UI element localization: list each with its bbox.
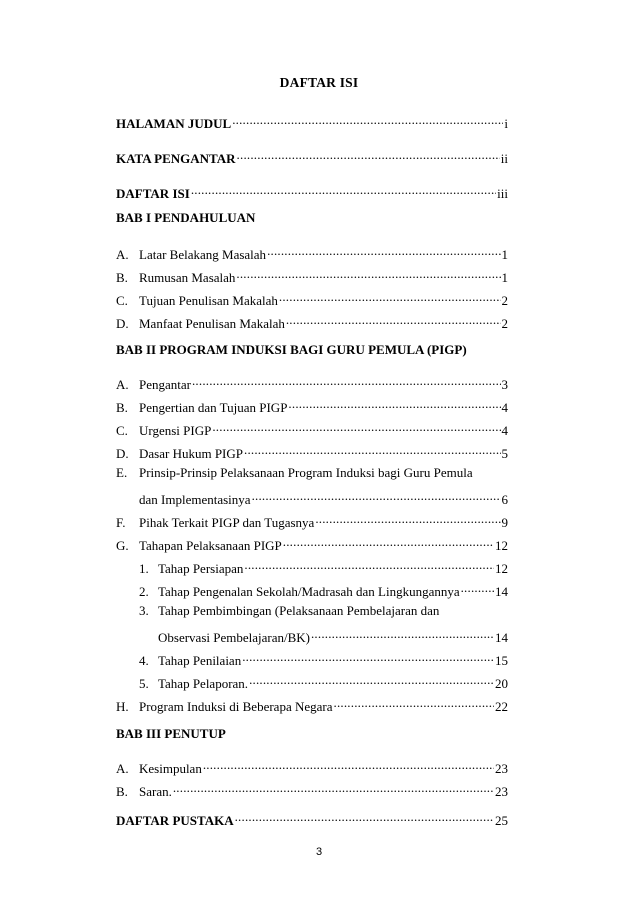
toc-page: 22	[495, 699, 508, 714]
toc-label: Tahap Pengenalan Sekolah/Madrasah dan Lingkungannya	[158, 584, 460, 599]
toc-label: Tahap Pelaporan.	[158, 676, 249, 691]
toc-label: DAFTAR ISI	[116, 186, 190, 201]
toc-label: Latar Belakang Masalah	[139, 247, 267, 262]
toc-number: A.	[116, 377, 129, 392]
toc-label: dan Implementasinya	[139, 492, 251, 507]
dot-leader	[283, 533, 494, 550]
dot-leader	[192, 372, 501, 389]
toc-number: H.	[116, 699, 129, 714]
toc-page: 20	[495, 676, 508, 691]
dot-leader	[236, 265, 500, 282]
dot-leader	[249, 671, 494, 688]
toc-label: Dasar Hukum PIGP	[139, 446, 243, 461]
toc-label: KATA PENGANTAR	[116, 151, 236, 166]
toc-label: DAFTAR PUSTAKA	[116, 813, 234, 828]
toc-number: D.	[116, 446, 129, 461]
toc-label: Rumusan Masalah	[139, 270, 236, 285]
dot-leader	[311, 625, 494, 642]
dot-leader	[252, 487, 501, 504]
toc-number: 3.	[139, 603, 149, 618]
toc-number: 4.	[139, 653, 149, 668]
toc-page: ii	[500, 151, 508, 166]
toc-page: 12	[495, 561, 508, 576]
toc-entry[interactable]	[116, 288, 508, 308]
toc-number: D.	[116, 316, 129, 331]
toc-entry[interactable]	[116, 395, 508, 415]
toc-label: Tahapan Pelaksanaan PIGP	[139, 538, 282, 553]
chapter-heading-bab3: BAB III PENUTUP	[116, 726, 226, 741]
toc-label: HALAMAN JUDUL	[116, 116, 232, 131]
toc-number: C.	[116, 423, 128, 438]
toc-page: 6	[501, 492, 508, 507]
dot-leader	[244, 441, 501, 458]
toc-label: Tujuan Penulisan Makalah	[139, 293, 278, 308]
toc-label: Manfaat Penulisan Makalah	[139, 316, 285, 331]
toc-entry-daftar-pustaka[interactable]	[116, 808, 508, 828]
toc-page: 4	[501, 400, 508, 415]
toc-subentry-multiline[interactable]	[139, 602, 439, 619]
toc-entry[interactable]	[116, 779, 508, 799]
toc-page: 23	[495, 784, 508, 799]
toc-entry[interactable]	[116, 242, 508, 262]
toc-page: 5	[501, 446, 508, 461]
dot-leader	[232, 111, 503, 128]
toc-entry[interactable]	[116, 418, 508, 438]
toc-subentry[interactable]	[139, 579, 508, 599]
toc-page: 25	[495, 813, 508, 828]
chapter-heading-bab2: BAB II PROGRAM INDUKSI BAGI GURU PEMULA (PIGP)	[116, 342, 467, 357]
toc-page: 12	[495, 538, 508, 553]
toc-entry[interactable]	[116, 311, 508, 331]
dot-leader	[315, 510, 500, 527]
toc-subentry-continuation[interactable]	[158, 625, 508, 645]
toc-label: Urgensi PIGP	[139, 423, 212, 438]
toc-entry-kata-pengantar[interactable]	[116, 146, 508, 166]
toc-page: 1	[501, 247, 508, 262]
toc-label: Kesimpulan	[139, 761, 202, 776]
toc-label: Pihak Terkait PIGP dan Tugasnya	[139, 515, 315, 530]
toc-number: B.	[116, 270, 128, 285]
toc-page: i	[504, 116, 508, 131]
dot-leader	[267, 242, 500, 259]
toc-entry[interactable]	[116, 756, 508, 776]
page-title: DAFTAR ISI	[279, 75, 359, 90]
toc-page: 2	[501, 293, 508, 308]
toc-label: Tahap Persiapan	[158, 561, 244, 576]
toc-entry[interactable]	[116, 694, 508, 714]
dot-leader	[334, 694, 495, 711]
toc-entry[interactable]	[116, 510, 508, 530]
dot-leader	[242, 648, 494, 665]
toc-page: 4	[501, 423, 508, 438]
toc-number: G.	[116, 538, 129, 553]
chapter-heading-bab1: BAB I PENDAHULUAN	[116, 210, 256, 225]
dot-leader	[191, 181, 496, 198]
toc-number: E.	[116, 465, 128, 480]
toc-entry[interactable]	[116, 441, 508, 461]
dot-leader	[237, 146, 500, 163]
toc-label: Tahap Pembimbingan (Pelaksanaan Pembelajaran dan	[158, 603, 440, 618]
toc-label: Program Induksi di Beberapa Negara	[139, 699, 333, 714]
dot-leader	[279, 288, 501, 305]
toc-label: Saran.	[139, 784, 172, 799]
toc-number: A.	[116, 247, 129, 262]
toc-subentry[interactable]	[139, 671, 508, 691]
toc-label: Pengertian dan Tujuan PIGP	[139, 400, 288, 415]
toc-label: Prinsip-Prinsip Pelaksanaan Program Induksi bagi Guru Pemula	[139, 465, 473, 480]
toc-page: 23	[495, 761, 508, 776]
dot-leader	[461, 579, 494, 596]
dot-leader	[235, 808, 494, 825]
toc-entry[interactable]	[116, 372, 508, 392]
toc-number: 2.	[139, 584, 149, 599]
page-number: 3	[315, 846, 323, 858]
toc-label: Tahap Penilaian	[158, 653, 242, 668]
toc-entry-multiline[interactable]	[116, 464, 473, 481]
toc-number: 5.	[139, 676, 149, 691]
toc-number: B.	[116, 784, 128, 799]
dot-leader	[286, 311, 501, 328]
toc-entry-continuation[interactable]	[139, 487, 508, 507]
toc-entry[interactable]	[116, 265, 508, 285]
toc-entry-daftar-isi[interactable]	[116, 181, 508, 201]
dot-leader	[212, 418, 500, 435]
dot-leader	[244, 556, 494, 573]
toc-page: 9	[501, 515, 508, 530]
toc-page: 1	[501, 270, 508, 285]
dot-leader	[203, 756, 494, 773]
toc-number: C.	[116, 293, 128, 308]
toc-number: 1.	[139, 561, 149, 576]
toc-page: 14	[495, 584, 508, 599]
toc-page: 15	[495, 653, 508, 668]
toc-number: F.	[116, 515, 126, 530]
toc-page: 2	[501, 316, 508, 331]
toc-page: 3	[501, 377, 508, 392]
toc-entry-halaman-judul[interactable]	[116, 111, 508, 131]
toc-label: Pengantar	[139, 377, 191, 392]
toc-number: B.	[116, 400, 128, 415]
toc-entry[interactable]	[116, 533, 508, 553]
toc-subentry[interactable]	[139, 648, 508, 668]
toc-number: A.	[116, 761, 129, 776]
toc-label: Observasi Pembelajaran/BK)	[158, 630, 310, 645]
toc-subentry[interactable]	[139, 556, 508, 576]
dot-leader	[173, 779, 494, 796]
dot-leader	[288, 395, 500, 412]
toc-page: 14	[495, 630, 508, 645]
toc-page: iii	[497, 186, 508, 201]
